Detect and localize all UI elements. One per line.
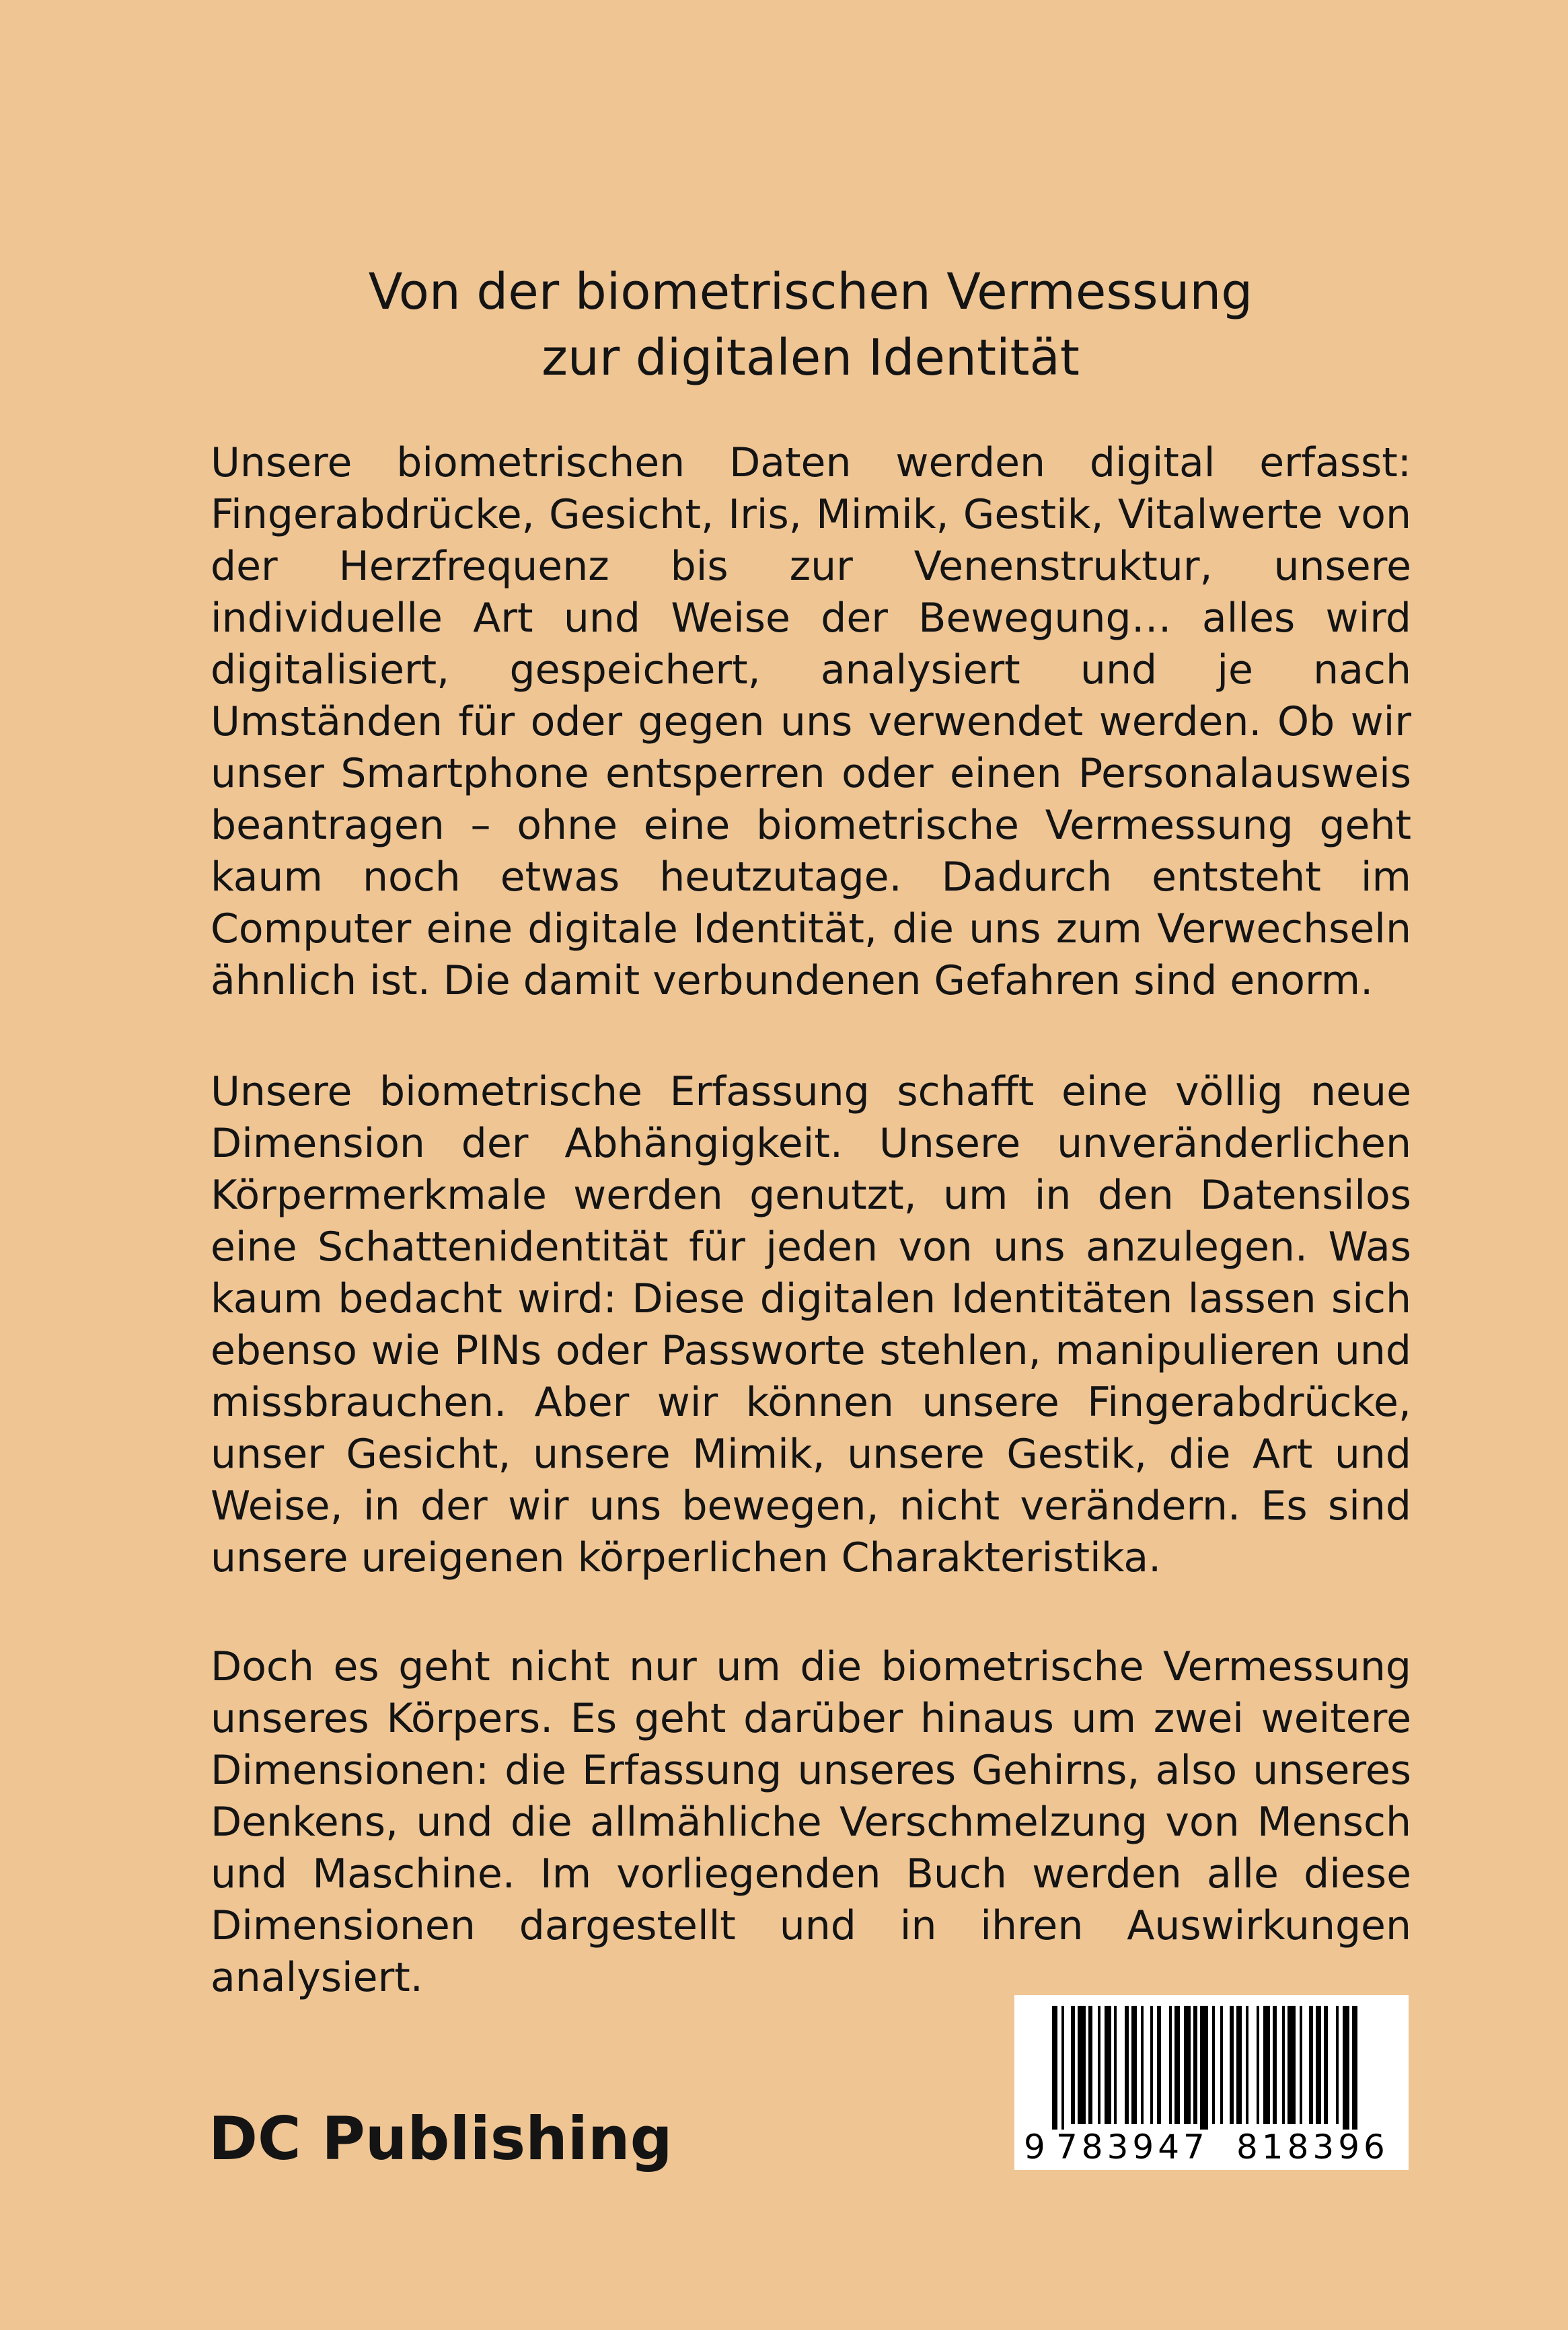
barcode-bar [1098, 2006, 1100, 2124]
blurb-paragraph-1: Unsere biometrischen Daten werden digital erfasst: Fingerabdrücke, Gesicht, Iris, Mimik, Gestik, Vitalwerte von der Herzfrequenz bis zur Venenstruktur, unsere individuelle Art und Weise der Bewegung… alles wird digitalisiert, gespeichert, analysiert und je nach Umständen für oder gegen uns verwendet werden. Ob wir unser Smartphone entsperren oder einen Personalausweis beantragen – ohne eine biometrische Vermessung geht kaum noch etwas heutzutage. Dadurch entsteht im Computer eine digitale Identität, die uns zum Verwechseln ähnlich ist. Die damit verbundenen Gefahren sind enorm. [211, 439, 1411, 1004]
isbn-barcode [1014, 1995, 1409, 2170]
barcode-bar [1220, 2006, 1223, 2124]
barcode-bar [1273, 2006, 1277, 2124]
title-line-2: zur digitalen Identität [542, 329, 1080, 387]
barcode-bar [1061, 2006, 1064, 2130]
barcode-bar [1200, 2006, 1208, 2130]
barcode-bar [1114, 2006, 1117, 2124]
barcode-group-left: 783947 [1056, 2128, 1209, 2167]
barcode-bar [1343, 2006, 1349, 2130]
barcode-bar [1300, 2006, 1302, 2124]
barcode-bar [1105, 2006, 1111, 2124]
barcode-bar [1287, 2006, 1296, 2124]
barcode-digit-first: 9 [1024, 2128, 1045, 2167]
barcode-bar [1131, 2006, 1137, 2124]
barcode-bar [1309, 2006, 1313, 2124]
barcode-bar [1263, 2006, 1270, 2124]
barcode-bar [1157, 2006, 1161, 2124]
barcode-bar [1282, 2006, 1285, 2124]
barcode-bar [1246, 2006, 1248, 2124]
barcode-bar [1150, 2006, 1153, 2124]
barcode-bar [1324, 2006, 1328, 2124]
title-line-1: Von der biometrischen Vermessung [368, 263, 1253, 321]
barcode-bar [1316, 2006, 1321, 2124]
blurb-paragraph-2: Unsere biometrische Erfassung schafft eine völlig neue Dimension der Abhängigkeit. Unsere unveränderlichen Körpermerkmale werden genutzt, um in den Datensilos eine Schattenidentität für jeden von uns anzulegen. Was kaum bedacht wird: Diese digitalen Identitäten lassen sich ebenso wie PINs oder Passworte stehlen, manipulieren und missbrauchen. Aber wir können unsere Fingerabdrücke, unser Gesicht, unsere Mimik, unsere Gestik, die Art und Weise, in der wir uns bewegen, nicht verändern. Es sind unsere ureigenen körperlichen Charakteristika. [211, 1068, 1411, 1581]
barcode-bar [1078, 2006, 1086, 2124]
barcode-bar [1230, 2006, 1234, 2124]
barcode-bar [1257, 2006, 1259, 2124]
barcode-bar [1236, 2006, 1242, 2124]
barcode-bar [1174, 2006, 1180, 2124]
barcode-digits [1014, 2127, 1409, 2167]
barcode-bar [1184, 2006, 1191, 2124]
barcode-bars [1014, 1995, 1409, 2130]
barcode-bar [1212, 2006, 1215, 2124]
barcode-bar [1141, 2006, 1144, 2124]
barcode-bar [1071, 2006, 1075, 2124]
barcode-bar [1169, 2006, 1172, 2124]
barcode-bar [1193, 2006, 1197, 2124]
blurb-paragraph-3: Doch es geht nicht nur um die biometrische Vermessung unseres Körpers. Es geht darüber hinaus um zwei weitere Dimensionen: die Erfassung unseres Gehirns, also unseres Denkens, und die allmähliche Verschmelzung von Mensch und Maschine. Im vorliegenden Buch werden alle diese Dimensionen dargestellt und in ihren Auswirkungen analysiert. [211, 1643, 1411, 2001]
barcode-bar [1125, 2006, 1129, 2124]
cover-title [209, 259, 1413, 391]
publisher-name: DC Publishing [209, 2104, 673, 2173]
barcode-bar [1088, 2006, 1092, 2124]
barcode-bar [1352, 2006, 1357, 2130]
barcode-group-right: 818396 [1236, 2128, 1389, 2167]
barcode-bar [1052, 2006, 1057, 2130]
barcode-bar [1336, 2006, 1339, 2124]
